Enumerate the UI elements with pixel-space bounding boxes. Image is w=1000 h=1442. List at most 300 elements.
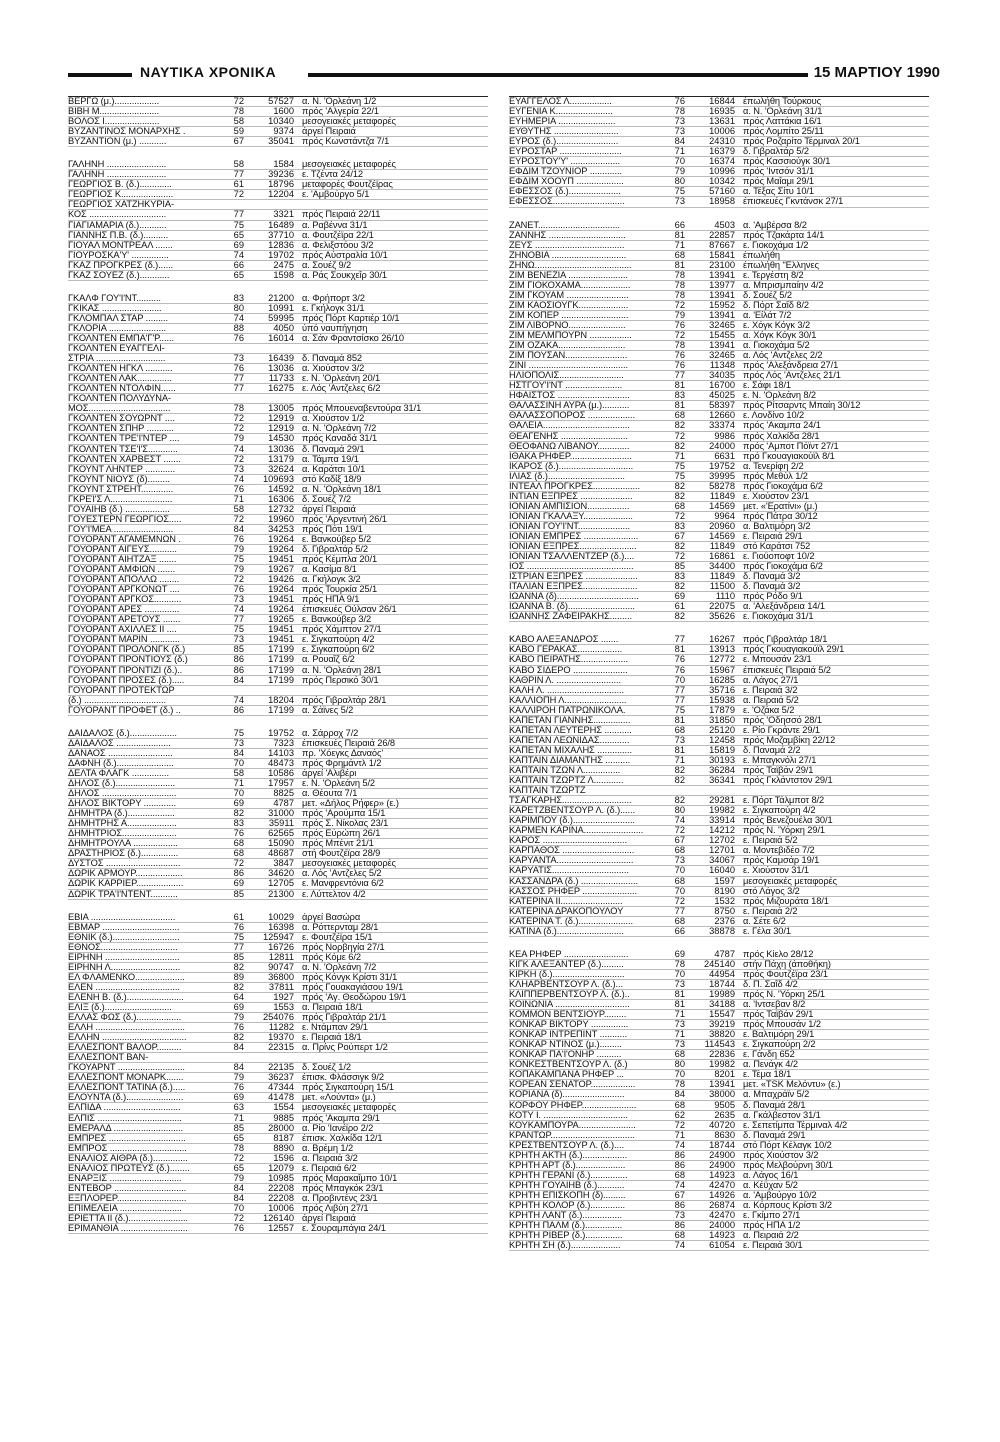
ship-name: ΓΟΥΟΡΑΝΤ ΑΧΙΛΛΕΣ ΙΙ .... [68, 625, 177, 635]
ship-status: α. Κασίμα 8/1 [302, 565, 357, 575]
ship-name: ΚΑΡΜΕΝ ΚΑΡΙΝΑ........................ [509, 826, 644, 836]
ship-tonnage: 16306 [268, 493, 294, 504]
ship-name: ΜΟΣ................................. [68, 404, 171, 414]
ship-status: ε. Πειραιά 5/2 [743, 836, 798, 846]
ship-tonnage: 28000 [268, 1122, 294, 1133]
ship-year: 78 [674, 279, 685, 290]
ship-status: ε. Ν. 'Ορλεάνη 20/1 [302, 374, 381, 384]
ship-name: ΚΑΠΤΑΙΝ ΤΖΩΡΤΖ Λ............ [509, 776, 624, 786]
ship-tonnage: 19451 [268, 634, 294, 645]
ship-status: μετ. «Λούντα» (μ.) [302, 1093, 376, 1103]
ship-year: 71 [674, 1029, 685, 1040]
ship-tonnage: 11849 [709, 541, 735, 552]
ship-tonnage: 32465 [709, 350, 735, 361]
ship-tonnage: 18744 [709, 978, 735, 989]
ship-tonnage: 13977 [709, 279, 735, 290]
ship-status: α. Ν. 'Ορλεάνη 7/2 [302, 424, 377, 434]
ship-name: ΕΛΛΗΝ .................................. [68, 1033, 187, 1043]
ship-name: ΙΣΤΡΙΑΝ ΕΞΠΡΕΣ ..................... [509, 572, 638, 582]
ship-year: 85 [674, 561, 685, 572]
ship-tonnage: 24000 [709, 440, 735, 451]
ship-tonnage: 13631 [709, 116, 735, 127]
ship-row [68, 1103, 488, 1113]
ship-year: 71 [233, 1112, 244, 1123]
ship-status: α. Φελιξστόου 3/2 [302, 240, 374, 250]
ship-year: 74 [674, 1179, 685, 1190]
ship-year: 81 [674, 380, 685, 391]
ship-tonnage: 16489 [268, 219, 294, 230]
ship-name: ΚΟΝΚΕΣΤΒΕΝΤΣΟΥΡ Λ. (δ.) [509, 1060, 628, 1070]
ship-name: ΚΑΠΕΤΑΝ ΛΕΥΤΕΡΗΣ ........... [509, 725, 632, 735]
ship-tonnage: 19451 [268, 594, 294, 605]
ship-name: ΖΙΜ ΟΖΑΚΑ........................... [509, 341, 626, 351]
ship-name: ΔΕΛΤΑ ΦΛΑΓΚ ............... [68, 768, 169, 778]
ship-year: 84 [233, 1062, 244, 1073]
ship-tonnage: 13036 [268, 363, 294, 374]
ship-tonnage: 37710 [268, 229, 294, 240]
ship-row [509, 1090, 929, 1100]
ship-status: μεσογειακές μεταφορές [302, 859, 396, 869]
ship-status: δ. Π. Σαΐδ 4/2 [743, 979, 798, 989]
ship-status: άργεί Πειραιά [302, 1213, 356, 1223]
ship-status: ε. Πόρτ Τάλμποτ 8/2 [743, 796, 825, 806]
ship-name: ΕΛΠΙΔΑ ............................... [68, 1103, 181, 1113]
ship-tonnage: 37811 [268, 981, 294, 992]
ship-year: 76 [233, 1223, 244, 1234]
ship-year: 78 [674, 106, 685, 117]
ship-tonnage: 13036 [268, 443, 294, 454]
ship-year: 76 [233, 483, 244, 494]
ship-tonnage: 14592 [268, 483, 294, 494]
ship-tonnage: 34253 [268, 523, 294, 534]
ship-tonnage: 24000 [709, 1220, 735, 1231]
ship-tonnage: 10985 [268, 1172, 294, 1183]
ship-year: 77 [674, 684, 685, 695]
ship-name: ΕΥΗΜΕΡΙΑ ....................... [509, 117, 616, 127]
ship-status: πρός Γιβραλτάρ 18/1 [743, 635, 828, 645]
ship-status: πρός Μαΐαμι 29/1 [743, 177, 814, 187]
ship-year: 82 [233, 1032, 244, 1043]
ship-tonnage: 254076 [262, 1012, 294, 1023]
ship-status: πρός Πειραιά 22/11 [302, 210, 381, 220]
ship-name: ΕΙΡΗΝΗ .............................. [68, 952, 180, 962]
ship-status: πρός Γιβραλτάρ 21/1 [302, 1013, 387, 1023]
ship-status: πρός Γουακαγιάσου 19/1 [302, 982, 404, 992]
ship-name: ΓΚΟΛΝΤΕΝ ΣΠΗΡ ........... [68, 424, 174, 434]
ship-year: 77 [674, 634, 685, 645]
ship-status: ε. Σεπετίμπα Τέρμιναλ 4/2 [743, 1120, 848, 1130]
ship-tonnage: 61054 [709, 1240, 735, 1251]
ship-tonnage: 15841 [709, 249, 735, 260]
ship-row [68, 1043, 488, 1053]
ship-name: ΚΑΤΕΡΙΝΑ Τ. (δ.)...................... [509, 916, 633, 926]
ship-year: 58 [233, 159, 244, 170]
ship-status: πρός 'Αλγερία 22/1 [302, 107, 379, 117]
ship-year: 82 [674, 490, 685, 501]
ship-name: ΚΑΣΣΑΝΔΡΑ (δ.) ....................... [509, 876, 638, 886]
ship-name: ΖΙΜ ΛΙΒΟΡΝΟ....................... [509, 320, 626, 330]
ship-tonnage: 19702 [268, 249, 294, 260]
ship-tonnage: 10006 [268, 1202, 294, 1213]
ship-tonnage: 7323 [273, 737, 294, 748]
ship-tonnage: 8630 [714, 1129, 735, 1140]
ship-status: άργεί Βασώρα [302, 912, 361, 922]
ship-tonnage: 4503 [714, 219, 735, 230]
ship-year: 73 [233, 634, 244, 645]
ship-tonnage: 13941 [709, 289, 735, 300]
ship-year: 76 [674, 350, 685, 361]
ship-name: ΚΑΠΕΤΑΝ ΜΙΧΑΛΗΣ .............. [509, 745, 632, 755]
ship-name: ΓΚΟΥΑΡΝΤ ........................... [68, 1063, 185, 1073]
ship-year: 83 [674, 390, 685, 401]
ship-tonnage: 14212 [709, 825, 735, 836]
ship-tonnage: 18204 [268, 694, 294, 705]
ship-tonnage: 29281 [709, 795, 735, 806]
ship-year: 73 [233, 463, 244, 474]
ship-status: πρός Μιζουράτα 18/1 [743, 896, 829, 906]
ship-status: στό Καράτσι 752 [743, 542, 811, 552]
ship-year: 73 [674, 1039, 685, 1050]
ship-tonnage: 31850 [709, 714, 735, 725]
ship-name: ΕΥΑΓΓΕΛΟΣ Λ................. [509, 97, 612, 106]
ship-name: ΒΙΒΗ Μ........................ [68, 107, 160, 117]
publication-title: ΝΑΥΤΙΚΑ ΧΡΟΝΙΚΑ [140, 64, 277, 80]
ship-year: 78 [674, 1079, 685, 1090]
ship-year: 73 [233, 353, 244, 364]
ship-year: 84 [233, 523, 244, 534]
ship-tonnage: 39995 [709, 470, 735, 481]
ship-tonnage: 11849 [709, 490, 735, 501]
ship-name: ΔΡΑΣΤΗΡΙΟΣ (δ.)............... [68, 849, 179, 859]
ship-tonnage: 1596 [273, 1152, 294, 1163]
ship-year: 70 [674, 1069, 685, 1080]
ship-year: 82 [674, 765, 685, 775]
ship-status: ε. 'Αμβούργο 5/1 [302, 190, 370, 200]
ship-tonnage: 23100 [709, 259, 735, 270]
ship-tonnage: 15455 [709, 330, 735, 341]
ship-name: ΕΦΕΣΣΟΣ............................. [509, 197, 625, 207]
ship-name: ΚΑΠΤΑΙΝ ΤΖΩΝ Λ............... [509, 766, 621, 775]
ship-tonnage: 11348 [709, 360, 735, 371]
ship-name: ΒΥΖΑΝΤΙΟΝ (μ.) ........... [68, 137, 167, 147]
ship-year: 73 [674, 1210, 685, 1221]
ship-year: 80 [233, 302, 244, 313]
ship-status: ε. Γιοϋοποφτ 10/2 [743, 552, 815, 562]
ship-name: ΚΑΡΕΤΖΒΕΝΤΣΟΥΡ Λ. (δ.)...... [509, 806, 635, 816]
ship-status: πρός Μελβούρνη 30/1 [743, 1160, 833, 1170]
ship-tonnage: 1554 [273, 1102, 294, 1113]
ship-year: 80 [674, 176, 685, 187]
ship-name: ΙΟΝΙΑΝ ΑΜΠΙΣΙΟΝ................. [509, 501, 630, 511]
ship-tonnage: 57527 [268, 96, 294, 106]
ship-name: ΚΡΕΣΤΒΕΝΤΣΟΥΡ Λ. (δ.).... [509, 1140, 624, 1150]
ship-status: ε. Πειραιά 29/1 [743, 531, 803, 541]
ship-year: 71 [674, 450, 685, 461]
ship-year: 79 [233, 1072, 244, 1083]
ship-name: ΚΡΗΤΗ ΛΑΝΤ (δ.)................ [509, 1211, 622, 1221]
ship-year: 85 [233, 644, 244, 655]
ship-status: πρός 'Ακαμπα 24/1 [743, 421, 821, 431]
ship-year: 72 [233, 513, 244, 524]
ship-year: 69 [233, 1001, 244, 1012]
ship-status: πρός Γιοκοχάμα 6/2 [743, 481, 823, 491]
ship-tonnage: 19982 [709, 805, 735, 816]
ship-name: ΓΙΑΝΝΗΣ Π.Β. (δ.).......... [68, 230, 169, 240]
ship-name: ΕΥΘΥΤΗΣ .......................... [509, 127, 619, 137]
ship-status: ε. Χιούστον 23/1 [743, 491, 810, 501]
ship-name: ΚΑΤΙΝΑ (δ.)........................... [509, 926, 624, 936]
ship-status: πρός Φρημάντλ 1/2 [302, 758, 382, 768]
ship-name: ΣΤΡΙΑ ............................ [68, 354, 166, 364]
ship-list-group [68, 97, 488, 147]
ship-year: 70 [674, 674, 685, 685]
ship-status: ε. Ντάμπαν 29/1 [302, 1023, 368, 1033]
ship-tonnage: 16267 [709, 634, 735, 645]
ship-row [68, 210, 488, 220]
ship-tonnage: 3847 [273, 858, 294, 869]
ship-tonnage: 19752 [268, 727, 294, 738]
ship-tonnage: 35911 [268, 818, 294, 829]
ship-year: 79 [233, 433, 244, 444]
ship-name: ΙΩΑΝΝΑ Β. (δ)........................... [509, 602, 635, 612]
ship-year: 80 [674, 805, 685, 816]
ship-year: 75 [233, 624, 244, 635]
ship-tonnage: 2376 [714, 915, 735, 926]
ship-status: άργεί Πειραιά [302, 504, 356, 514]
ship-status: μετ. «'Ερατίνι» (μ.) [743, 501, 818, 511]
ship-status: ε. 'Οζάκα 5/2 [743, 705, 795, 715]
ship-status: πρ. 'Χόεγκς Δαναός' [302, 748, 384, 758]
ship-status: α. Φουτζέϊρα 22/1 [302, 230, 374, 240]
ship-year: 74 [674, 1240, 685, 1251]
ship-tonnage: 36237 [268, 1072, 294, 1083]
ship-year: 74 [233, 249, 244, 260]
ship-year: 83 [674, 520, 685, 531]
ship-tonnage: 126140 [262, 1212, 294, 1223]
ship-tonnage: 19267 [268, 564, 294, 575]
ship-status: ε. Γιοκοχάμα 1/2 [743, 240, 809, 250]
ship-year: 71 [233, 493, 244, 504]
ship-tonnage: 10029 [268, 911, 294, 922]
ship-status: ε. Λύττελτον 4/2 [302, 889, 366, 899]
ship-row [509, 927, 929, 937]
ship-tonnage: 9964 [714, 510, 735, 521]
ship-status: ε. Γάνδη 652 [743, 1050, 795, 1060]
ship-tonnage: 16726 [268, 941, 294, 952]
ship-year: 58 [233, 503, 244, 514]
ship-year: 81 [674, 229, 685, 240]
ship-status: έπωλήθη Τούρκους [743, 97, 821, 106]
ship-name: ΚΑΒΟ ΣΙΔΕΡΟ ...................... [509, 665, 628, 675]
ship-name: ΚΑΡΠΑΘΟΣ ............................. [509, 846, 635, 856]
ship-year: 76 [233, 828, 244, 839]
ship-tonnage: 10586 [268, 767, 294, 778]
ship-name: ΓΙΟΥΑΛ ΜΟΝΤΡΕΑΛ ....... [68, 240, 173, 250]
ship-name: ΙΟΣ ........................................... [509, 562, 634, 572]
ship-name: ΕΛΛΗ .................................... [68, 1023, 185, 1033]
ship-year: 82 [233, 961, 244, 972]
ship-year: 79 [674, 166, 685, 177]
ship-name: ΚΡΗΤΗ ΓΕΡΑΝΙ (δ.)............... [509, 1170, 628, 1180]
ship-tonnage: 57160 [709, 186, 735, 197]
ship-name: ΖΑΝΕΤ................................. [509, 220, 620, 230]
ship-year: 68 [674, 915, 685, 926]
ship-year: 68 [674, 845, 685, 856]
ship-year: 72 [233, 423, 244, 434]
ship-name: ΙΟΝΙΑΝ ΕΞΠΡΕΣ....................... [509, 542, 637, 552]
ship-year: 73 [233, 737, 244, 748]
ship-status: α. Ν. 'Ορλεάνη 1/2 [302, 97, 377, 106]
ship-tonnage: 48687 [268, 848, 294, 859]
ship-list-group [68, 729, 488, 900]
ship-status: πρός Λομπίτο 25/11 [743, 127, 824, 137]
ship-name: ΔΗΜΗΤΡΟΥΛΑ .................. [68, 839, 178, 849]
ship-name: ΕΦΔΙΜ ΤΖΟΥΝΙΟΡ ............. [509, 167, 622, 177]
ship-name: ΓΟΥΑΙΗΒ (δ.) .................. [68, 504, 170, 514]
ship-status: πρός Λιβύη 27/1 [302, 1203, 369, 1213]
ship-status: δ. Σουέζ 1/2 [302, 1063, 351, 1073]
ship-year: 65 [233, 1132, 244, 1143]
ship-name: ΘΕΑΓΕΝΗΣ ........................... [509, 431, 628, 441]
ship-status: πρός Κασσιούγκ 30/1 [743, 157, 831, 167]
ship-status: μεσογειακές μεταφορές [302, 117, 396, 127]
ship-status: έπισκευές Ούλσαν 26/1 [302, 605, 397, 615]
ship-status: δ. Παναμά 29/1 [302, 444, 365, 454]
ship-tonnage: 14569 [709, 500, 735, 511]
ship-status: έπισκευές Γκντάνσκ 27/1 [743, 197, 844, 207]
ship-status: ε. Βαλτιμόρη 29/1 [743, 1030, 815, 1040]
ship-name: ΓΚΟΛΝΤΕΝ ΛΑΚ.............. [68, 374, 172, 384]
ship-name: ΚΡΑΝΤΩΡ.................................. [509, 1130, 635, 1140]
ship-year: 68 [674, 1049, 685, 1060]
ship-name: ΚΑΡΥΑΤΙΣ............................... [509, 866, 629, 876]
ship-tonnage: 58278 [709, 480, 735, 491]
ship-tonnage: 8190 [714, 885, 735, 896]
ship-year: 69 [674, 948, 685, 959]
ship-name: ΚΟΡΕΑΝ ΣΕΝΑΤΟΡ.................. [509, 1080, 636, 1090]
ship-tonnage: 19264 [268, 584, 294, 595]
ship-year: 69 [233, 1092, 244, 1103]
ship-tonnage: 45025 [709, 390, 735, 401]
ship-name: ΖΙΜ ΓΙΟΚΟΧΑΜΑ.................... [509, 280, 631, 290]
ship-tonnage: 19982 [709, 1059, 735, 1070]
ship-name: ΓΟΥΟΡΑΝΤ ΑΠΟΛΛΩ ........ [68, 575, 180, 585]
ship-list-group [509, 950, 929, 1251]
ship-tonnage: 10991 [268, 302, 294, 313]
ship-status: α. Κέϋχαν 5/2 [743, 1180, 798, 1190]
ship-year: 72 [674, 330, 685, 341]
ship-year: 73 [674, 196, 685, 207]
ship-tonnage: 8187 [273, 1132, 294, 1143]
ship-name: ΖΙΝΙ ........................................ [509, 361, 628, 371]
ship-name: ΘΑΛΑΣΣΟΠΟΡΟΣ ................... [509, 411, 635, 421]
ship-year: 89 [233, 971, 244, 982]
ship-status: άργεί Πειραιά [302, 127, 356, 137]
ship-status: πρός Κόνγκ Κρίστι 31/1 [302, 972, 398, 982]
ship-year: 82 [674, 581, 685, 592]
ship-year: 73 [674, 734, 685, 745]
ship-tonnage: 19264 [268, 604, 294, 615]
ship-name: ΙΝΤΙΑΝ ΕΞΠΡΕΣ ..................... [509, 491, 633, 501]
ship-status: α. 'Είλάτ 7/2 [743, 310, 792, 320]
ship-year: 84 [233, 1192, 244, 1203]
ship-tonnage: 33374 [709, 420, 735, 431]
ship-year: 68 [674, 1230, 685, 1241]
ship-name: ΚΡΗΤΗ ΑΡΤ (δ.).................... [509, 1160, 626, 1170]
ship-name: ΗΦΑΙΣΤΟΣ ............................. [509, 391, 630, 401]
ship-name: ΙΟΝΙΑΝ ΓΟΥ'Ι'ΝΤ..................... [509, 521, 631, 531]
ship-status: πρός 'Αμποτ Πόϊντ 27/1 [743, 441, 839, 451]
ship-status: δ. Σουέζ 5/2 [743, 290, 792, 300]
ship-name: ΙΩΑΝΝΑ (δ)................................. [509, 592, 639, 602]
ship-status: δ. Παναμά 852 [302, 354, 362, 364]
ship-status: πρός Καμσάρ 19/1 [743, 856, 820, 866]
ship-year: 67 [674, 530, 685, 541]
ship-status: πρός Ροζαρίτο Τέρμιναλ 20/1 [743, 137, 860, 147]
ship-status: πρός Βενεζουέλα 30/1 [743, 816, 833, 826]
ship-status: α. 'Αλεξάνδρεια 14/1 [743, 602, 825, 612]
ship-tonnage: 48473 [268, 757, 294, 768]
ship-status: στό Καδίξ 18/9 [302, 474, 362, 484]
ship-name: ΕΘΝΟΣ............................... [68, 942, 178, 952]
ship-status: ε. Λός 'Αντζελες 6/2 [302, 384, 381, 394]
ship-year: 70 [233, 757, 244, 768]
ship-status: ε. Πειραιά 30/1 [743, 1241, 803, 1251]
ship-name: ΓΚΟΛΝΤΕΝ ΣΟΥΩΡΝΤ .... [68, 414, 175, 424]
ship-status: πρός Κωνστάντζα 7/1 [302, 137, 390, 147]
ship-status: πρός 'Ιντσόν 31/1 [743, 167, 815, 177]
ship-status: α. Τέξας Σίτυ 10/1 [743, 187, 814, 197]
ship-status: πρός Χιούστον 3/2 [743, 1150, 819, 1160]
ship-year: 88 [233, 322, 244, 333]
ship-status: α. Μπρισμπαίην 4/2 [743, 280, 824, 290]
ship-name: ΓΙΟΥΡΟΣΚΑ'Υ' ............... [68, 250, 169, 260]
ship-name: ΙΩΑΝΝΗΣ ΖΑΦΕΙΡΑΚΗΣ......... [509, 612, 632, 622]
ship-tonnage: 12919 [268, 413, 294, 424]
ship-year: 72 [674, 510, 685, 521]
ship-tonnage: 12772 [709, 654, 735, 665]
ship-year: 76 [674, 96, 685, 106]
ship-year: 70 [674, 865, 685, 876]
ship-tonnage: 16014 [268, 332, 294, 343]
ship-name: ΓΚΑΛΦ ΓΟΥ'Ι'ΝΤ.......... [68, 293, 161, 303]
ship-name: ΔΗΜΗΤΡΙΟΣ...................... [68, 829, 177, 839]
ship-status: πρός Κόμε 6/2 [302, 952, 361, 962]
ship-status: πρός Ταϊβάν 29/1 [743, 1010, 814, 1020]
ship-name: ΓΑΛΗΝΗ ........................ [68, 170, 167, 180]
ship-status: α. Ράς Σουκχεΐρ 30/1 [302, 270, 387, 280]
ship-tonnage: 87667 [709, 239, 735, 250]
ship-name: ΔΗΛΟΣ (δ.)........................ [68, 779, 176, 788]
header-rule-left [68, 73, 132, 77]
ship-tonnage: 1597 [714, 875, 735, 886]
ship-year: 71 [674, 754, 685, 765]
ship-tonnage: 1600 [273, 106, 294, 117]
ship-name: ΕΥΡΟΣΤΑΡ ......................... [509, 147, 622, 157]
ship-year: 76 [233, 332, 244, 343]
ship-year: 70 [674, 885, 685, 896]
ship-tonnage: 24310 [709, 136, 735, 147]
ship-tonnage: 12811 [268, 951, 294, 962]
ship-tonnage: 1532 [714, 895, 735, 906]
ship-name: ΔΗΜΗΤΡΑ (δ.)................... [68, 809, 175, 819]
ship-year: 86 [233, 704, 244, 715]
ship-name: ΓΚΟΛΝΤΕΝ ΧΑΡΒΕΣΤ ....... [68, 454, 181, 464]
ship-tonnage: 22135 [268, 1062, 294, 1073]
ship-year: 77 [233, 209, 244, 220]
ship-year: 77 [233, 614, 244, 625]
ship-name: ΓΚΛΟΜΠΑΛ ΣΤΑΡ ......... [68, 313, 169, 323]
